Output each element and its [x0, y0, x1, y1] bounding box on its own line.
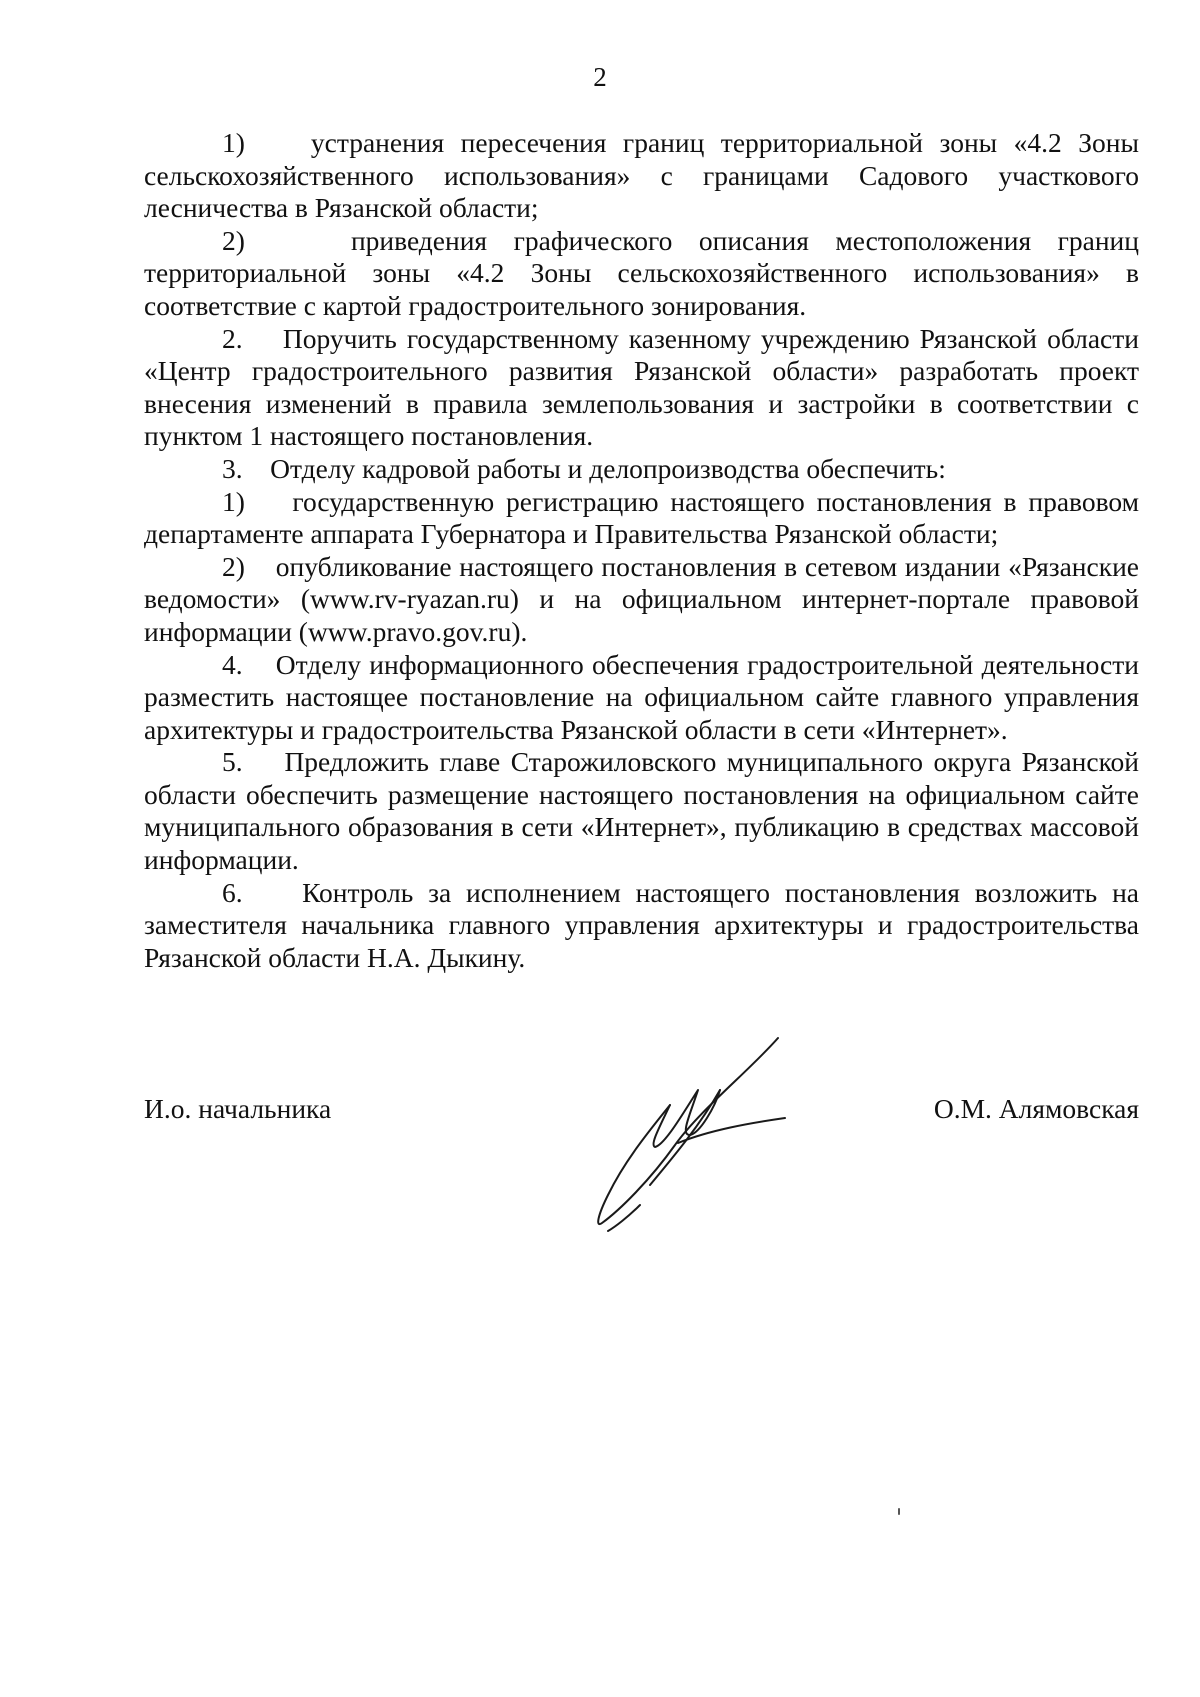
paragraph-3-1: 1) государственную регистрацию настоящего постановления в правовом департаменте аппарата Губернатора и Правительства Рязанской области;: [144, 485, 1139, 550]
signatory-name: О.М. Алямовская: [933, 1093, 1139, 1124]
paragraph-4: 4. Отделу информационного обеспечения градостроительной деятельности разместить настоящее постановление на официальном сайте главного управления архитектуры и градостроительства Рязанской области в сети «Интернет».: [144, 648, 1139, 745]
paragraph-1-2: 2) приведения графического описания местоположения границ территориальной зоны «4.2 Зоны сельскохозяйственного использования» в соответствие с картой градостроительного зонирования.: [144, 224, 1139, 321]
paragraph-6: 6. Контроль за исполнением настоящего постановления возложить на заместителя начальника главного управления архитектуры и градостроительства Рязанской области Н.А. Дыкину.: [144, 876, 1139, 973]
paragraph-1-1: 1) устранения пересечения границ территориальной зоны «4.2 Зоны сельскохозяйственного использования» с границами Садового участкового лесничества в Рязанской области;: [144, 127, 1139, 224]
paragraph-5: 5. Предложить главе Старожиловского муниципального округа Рязанской области обеспечить размещение настоящего постановления на официальном сайте муниципального образования в сети «Интернет», публикацию в средствах массовой информации.: [144, 746, 1139, 876]
document-body: [144, 127, 1139, 974]
paragraph-3-2: 2) опубликование настоящего постановления в сетевом издании «Рязанские ведомости» (www.rv-ryazan.ru) и на официальном интернет-портале правовой информации (www.pravo.gov.ru).: [144, 550, 1139, 647]
page-number: 2: [593, 62, 607, 92]
paragraph-3: 3. Отделу кадровой работы и делопроизводства обеспечить:: [222, 452, 946, 484]
paragraph-2: 2. Поручить государственному казенному учреждению Рязанской области «Центр градостроительного развития Рязанской области» разработать проект внесения изменений в правила землепользования и застройки в соответствии с пунктом 1 настоящего постановления.: [144, 322, 1139, 452]
signatory-position: И.о. начальника: [144, 1093, 332, 1124]
scan-speck: [898, 1508, 900, 1515]
handwritten-signature: [580, 1035, 800, 1235]
